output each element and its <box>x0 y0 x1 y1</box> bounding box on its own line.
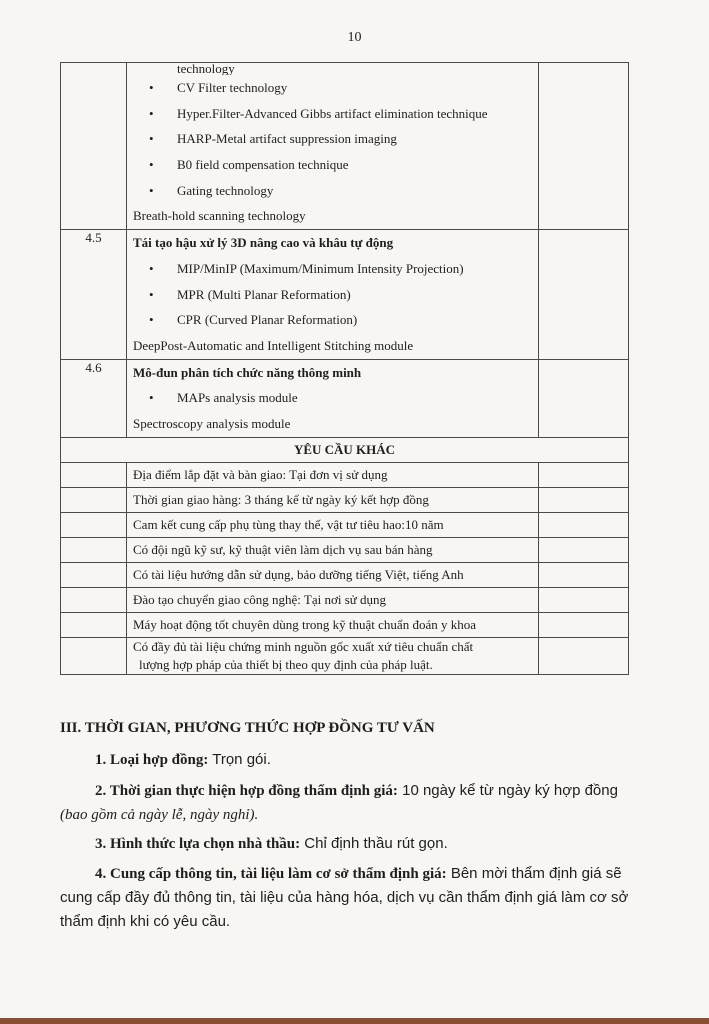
paragraph-label: 3. Hình thức lựa chọn nhà thầu: <box>95 836 301 852</box>
description-cell <box>127 359 539 437</box>
list-item: • Hyper.Filter-Advanced Gibbs artifact elimination technique <box>133 101 532 127</box>
paragraph-text: 10 ngày kể từ ngày ký hợp đồng <box>397 782 618 799</box>
table-row <box>61 487 629 512</box>
requirement-text <box>127 637 539 674</box>
description-cell <box>127 230 539 359</box>
paragraph-italic: (bao gồm cả ngày lễ, ngày nghỉ). <box>60 807 259 823</box>
table-row <box>61 637 629 674</box>
table-row-4-5 <box>61 230 629 359</box>
list-item: • Gating technology <box>133 178 532 204</box>
requirement-text: Có đội ngũ kỹ sư, kỹ thuật viên làm dịch vụ sau bán hàng <box>127 537 539 562</box>
table-row-4-6 <box>61 359 629 437</box>
requirement-line: lượng hợp pháp của thiết bị theo quy định của pháp luật. <box>139 656 433 672</box>
row-heading: Mô-đun phân tích chức năng thông minh <box>133 364 362 380</box>
page-bottom-edge <box>0 1018 709 1024</box>
section-title: III. THỜI GIAN, PHƯƠNG THỨC HỢP ĐỒNG TƯ VẤN <box>60 720 435 736</box>
list-item: • CPR (Curved Planar Reformation) <box>133 307 532 333</box>
paragraph-label: 1. Loại hợp đồng: <box>95 752 209 768</box>
empty-cell <box>539 359 629 437</box>
paragraph-label: 4. Cung cấp thông tin, tài liệu làm cơ sở thẩm định giá: <box>95 866 447 882</box>
paragraph-text: Chỉ định thầu rút gọn. <box>300 835 448 852</box>
row-number: 4.5 <box>61 230 127 359</box>
row-number: 4.6 <box>61 359 127 437</box>
paragraph-label: 2. Thời gian thực hiện hợp đồng thẩm định giá: <box>95 783 398 799</box>
requirement-text: Cam kết cung cấp phụ tùng thay thế, vật tư tiêu hao:10 năm <box>127 512 539 537</box>
paragraph-contract-type <box>60 748 630 772</box>
list-item: • B0 field compensation technique <box>133 152 532 178</box>
description-cell <box>127 63 539 230</box>
requirement-text: Có tài liệu hướng dẫn sử dụng, bảo dưỡng tiếng Việt, tiếng Anh <box>127 562 539 587</box>
list-item: • MAPs analysis module <box>133 385 532 411</box>
requirement-text: Địa điểm lắp đặt và bàn giao: Tại đơn vị sử dụng <box>127 462 539 487</box>
empty-cell <box>539 230 629 359</box>
list-item: • CV Filter technology <box>133 75 532 101</box>
paragraph-text: Trọn gói. <box>208 751 271 768</box>
table-row <box>61 587 629 612</box>
paragraph-selection <box>60 832 630 856</box>
table-row <box>61 612 629 637</box>
list-item: DeepPost-Automatic and Intelligent Stitching module <box>133 337 414 353</box>
paragraph-duration <box>60 779 630 827</box>
table-row <box>61 512 629 537</box>
specification-table <box>60 62 629 675</box>
empty-cell <box>539 63 629 230</box>
list-item: • MPR (Multi Planar Reformation) <box>133 282 532 308</box>
list-item: technology <box>177 63 235 75</box>
number-cell <box>61 63 127 230</box>
list-item: • HARP-Metal artifact suppression imaging <box>133 126 532 152</box>
table-row <box>61 462 629 487</box>
table-section-header <box>61 437 629 462</box>
paragraph-text: Bên mời thẩm định giá sẽ cung cấp đầy đủ thông tin, tài liệu của hàng hóa, dịch vụ cần thẩm định giá làm cơ sở thẩm định khi có yêu cầu. <box>60 865 629 930</box>
requirement-line: Có đầy đủ tài liệu chứng minh nguồn gốc xuất xứ tiêu chuẩn chất <box>133 638 474 654</box>
table-row-continued <box>61 63 629 230</box>
row-heading: Tái tạo hậu xử lý 3D nâng cao và khâu tự động <box>133 235 394 251</box>
requirement-text: Thời gian giao hàng: 3 tháng kể từ ngày ký kết hợp đồng <box>127 487 539 512</box>
list-item: • MIP/MinIP (Maximum/Minimum Intensity Projection) <box>133 256 532 282</box>
requirement-text: Máy hoạt động tốt chuyên dùng trong kỹ thuật chuẩn đoán y khoa <box>127 612 539 637</box>
list-item: Breath-hold scanning technology <box>133 208 306 224</box>
other-requirements-header: YÊU CẦU KHÁC <box>61 437 629 462</box>
paragraph-information <box>60 862 630 934</box>
list-item: Spectroscopy analysis module <box>133 415 291 431</box>
page-number: 10 <box>347 30 362 45</box>
table-row <box>61 537 629 562</box>
requirement-text: Đào tạo chuyển giao công nghệ: Tại nơi sử dụng <box>127 587 539 612</box>
table-row <box>61 562 629 587</box>
